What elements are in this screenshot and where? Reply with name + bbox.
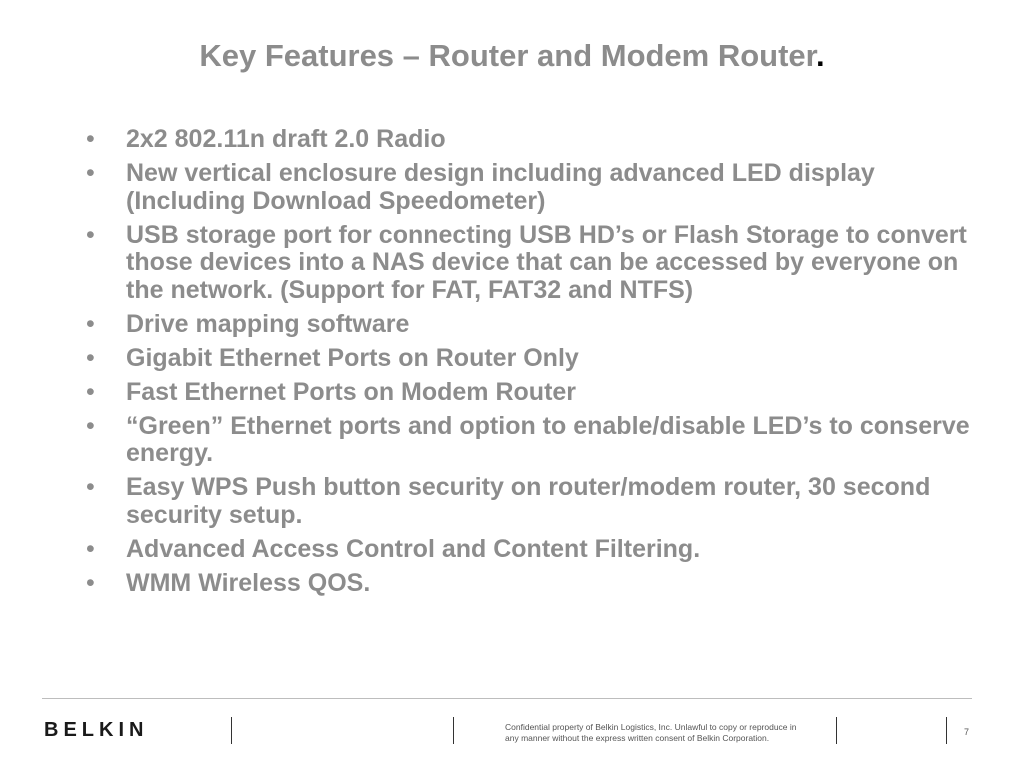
bullet-icon: • — [86, 377, 95, 406]
slide-title-period: . — [816, 38, 825, 73]
slide-title — [0, 38, 1024, 74]
list-item-text: Gigabit Ethernet Ports on Router Only — [126, 343, 579, 372]
list-item — [84, 222, 984, 305]
list-item — [84, 570, 984, 598]
list-item — [84, 126, 984, 154]
confidentiality-line-1: Confidential property of Belkin Logistics, Inc. Unlawful to copy or reproduce in — [505, 722, 797, 732]
bullet-icon: • — [86, 534, 95, 563]
bullet-icon: • — [86, 309, 95, 338]
footer-separator — [946, 717, 947, 744]
list-item-text: Drive mapping software — [126, 309, 410, 338]
confidentiality-notice — [505, 722, 825, 744]
footer-separator — [231, 717, 232, 744]
list-item-text: Advanced Access Control and Content Filtering. — [126, 534, 701, 563]
footer-separator — [453, 717, 454, 744]
page-number: 7 — [964, 727, 970, 737]
list-item — [84, 160, 984, 215]
bullet-icon: • — [86, 473, 95, 501]
list-item — [84, 536, 984, 564]
bullet-icon: • — [86, 343, 95, 372]
bullet-icon: • — [86, 411, 95, 440]
bullet-icon: • — [86, 159, 95, 187]
list-item-text: “Green” Ethernet ports and option to enable/disable LED’s to conserve energy. — [126, 411, 970, 467]
list-item — [84, 413, 984, 468]
feature-list — [84, 126, 984, 604]
bullet-icon: • — [86, 568, 95, 597]
list-item-text: Fast Ethernet Ports on Modem Router — [126, 377, 577, 406]
bullet-icon: • — [86, 125, 95, 153]
belkin-logo: BELKIN — [44, 719, 149, 741]
list-item — [84, 311, 984, 339]
list-item — [84, 345, 984, 373]
footer-separator — [836, 717, 837, 744]
list-item-text: Easy WPS Push button security on router/modem router, 30 second security setup. — [126, 473, 931, 529]
slide-title-text: Key Features – Router and Modem Router — [199, 38, 817, 73]
list-item — [84, 474, 984, 529]
bullet-icon: • — [86, 220, 95, 249]
list-item-text: 2x2 802.11n draft 2.0 Radio — [126, 125, 446, 153]
list-item-text: WMM Wireless QOS. — [126, 568, 371, 597]
footer-divider — [42, 698, 972, 699]
confidentiality-line-2: any manner without the express written consent of Belkin Corporation. — [505, 733, 770, 743]
list-item-text: USB storage port for connecting USB HD’s or Flash Storage to convert those devices into a NAS device that can be accessed by everyone on the network. (Support for FAT, FAT32 and NTFS) — [126, 220, 967, 304]
list-item-text: New vertical enclosure design including advanced LED display (Including Download Speedometer) — [126, 159, 875, 215]
list-item — [84, 379, 984, 407]
